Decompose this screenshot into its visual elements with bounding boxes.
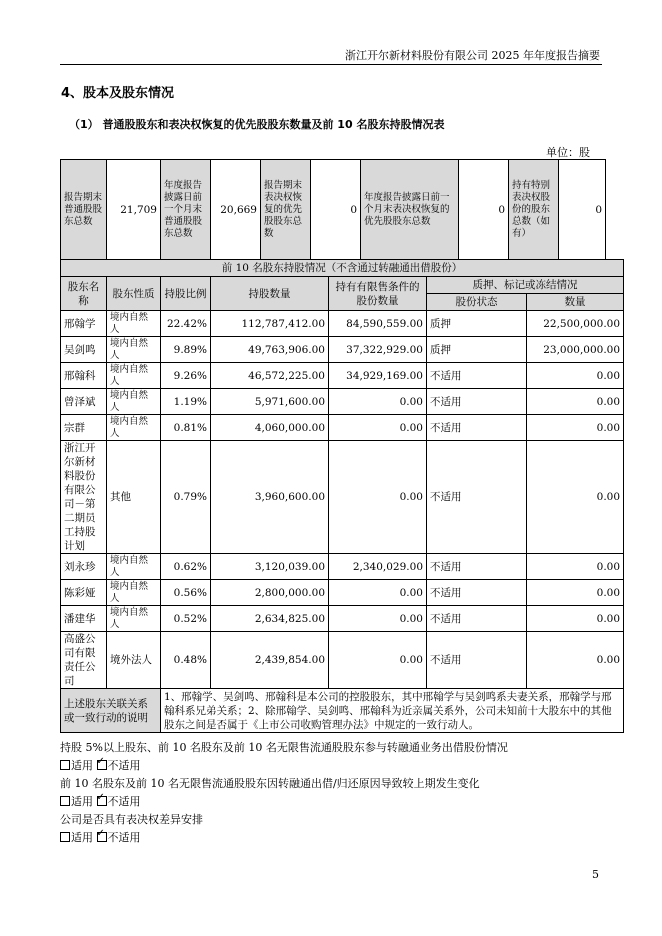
holder-pledge-qty: 0.00 xyxy=(527,363,624,389)
note-text-2: 前 10 名股东及前 10 名无限售流通股股东因转融通出借/归还原因导致较上期发生变化 xyxy=(60,777,480,790)
holder-pledge-qty: 0.00 xyxy=(527,441,624,554)
table-row xyxy=(61,337,624,363)
holder-pledge-status: 质押 xyxy=(427,311,527,337)
holder-shares: 2,439,854.00 xyxy=(211,632,329,689)
holder-pledge-status: 不适用 xyxy=(427,554,527,580)
holder-name: 潘建华 xyxy=(61,606,107,632)
option-label: 适用 xyxy=(71,759,93,772)
note-options-3 xyxy=(60,829,141,845)
relation-text: 1、邢翰学、吴剑鸣、邢翰科是本公司的控股股东，其中邢翰学与吴剑鸣系夫妻关系，邢翰学与邢翰科系兄弟关系；2、除邢翰学、吴剑鸣、邢翰科为近亲属关系外，公司未知前十大股东中的其他股东之间是否属于《上市公司收购管理办法》中规定的一致行动人。 xyxy=(161,689,624,733)
note-options-2 xyxy=(60,793,141,809)
holder-pledge-qty: 0.00 xyxy=(527,415,624,441)
holder-pledge-qty: 0.00 xyxy=(527,389,624,415)
holder-restricted: 0.00 xyxy=(329,632,427,689)
holder-ratio: 0.52% xyxy=(161,606,211,632)
section-subtitle: （1） 普通股股东和表决权恢复的优先股股东数量及前 10 名股东持股情况表 xyxy=(69,118,445,131)
holder-pledge-status: 不适用 xyxy=(427,363,527,389)
holder-ratio: 0.79% xyxy=(161,441,211,554)
prior-month-holders-value: 20,669 xyxy=(211,160,261,261)
col-header-restricted: 持有有限售条件的股份数量 xyxy=(329,277,427,311)
table-row xyxy=(61,632,624,689)
holder-name: 邢翰学 xyxy=(61,311,107,337)
note-text-1: 持股 5%以上股东、前 10 名股东及前 10 名无限售流通股股东参与转融通业务出借股份情况 xyxy=(60,741,508,754)
holder-restricted: 84,590,559.00 xyxy=(329,311,427,337)
option-label: 不适用 xyxy=(107,831,141,844)
holder-ratio: 0.62% xyxy=(161,554,211,580)
prior-month-preferred-value: 0 xyxy=(459,160,509,261)
holder-nature: 境外法人 xyxy=(107,632,161,689)
holder-shares: 3,960,600.00 xyxy=(211,441,329,554)
special-voting-value: 0 xyxy=(559,160,606,261)
section-title: 4、股本及股东情况 xyxy=(61,86,175,101)
shareholder-summary-table xyxy=(60,159,606,261)
holder-ratio: 0.48% xyxy=(161,632,211,689)
holder-restricted: 37,322,929.00 xyxy=(329,337,427,363)
col-header-name: 股东名称 xyxy=(61,277,107,311)
holder-restricted: 0.00 xyxy=(329,441,427,554)
holder-name: 邢翰科 xyxy=(61,363,107,389)
note-text-3: 公司是否具有表决权差异安排 xyxy=(60,813,203,826)
prior-month-preferred-label: 年度报告披露日前一个月末表决权恢复的优先股股东总数 xyxy=(361,160,459,261)
holder-ratio: 9.89% xyxy=(161,337,211,363)
holder-nature: 境内自然人 xyxy=(107,606,161,632)
unit-label: 单位：股 xyxy=(546,146,590,159)
col-header-pledge-qty: 数量 xyxy=(527,294,624,311)
holder-restricted: 0.00 xyxy=(329,415,427,441)
holder-pledge-qty: 0.00 xyxy=(527,554,624,580)
holder-restricted: 34,929,169.00 xyxy=(329,363,427,389)
holder-name: 刘永珍 xyxy=(61,554,107,580)
special-voting-label: 持有特别表决权股份的股东总数（如有） xyxy=(509,160,559,261)
holder-restricted: 2,340,029.00 xyxy=(329,554,427,580)
checkbox-icon[interactable] xyxy=(60,832,70,842)
option-label: 适用 xyxy=(71,831,93,844)
table-row xyxy=(61,389,624,415)
top10-caption: 前 10 名股东持股情况（不含通过转融通出借股份） xyxy=(61,260,624,277)
holder-name: 吴剑鸣 xyxy=(61,337,107,363)
note-options-1 xyxy=(60,757,141,773)
holder-nature: 境内自然人 xyxy=(107,554,161,580)
checked-checkbox-icon[interactable] xyxy=(97,760,107,770)
preferred-holders-label: 报告期末表决权恢复的优先股股东总数 xyxy=(261,160,311,261)
holder-pledge-status: 不适用 xyxy=(427,580,527,606)
holder-name: 高盛公司有限责任公司 xyxy=(61,632,107,689)
holder-shares: 46,572,225.00 xyxy=(211,363,329,389)
checkbox-icon[interactable] xyxy=(60,760,70,770)
col-header-shares: 持股数量 xyxy=(211,277,329,311)
holder-pledge-qty: 0.00 xyxy=(527,632,624,689)
holder-name: 宗群 xyxy=(61,415,107,441)
holder-nature: 境内自然人 xyxy=(107,580,161,606)
checked-checkbox-icon[interactable] xyxy=(97,796,107,806)
holder-shares: 2,800,000.00 xyxy=(211,580,329,606)
top10-shareholders-table xyxy=(60,259,624,733)
holder-pledge-qty: 23,000,000.00 xyxy=(527,337,624,363)
holder-pledge-status: 质押 xyxy=(427,337,527,363)
holder-shares: 3,120,039.00 xyxy=(211,554,329,580)
page-number: 5 xyxy=(592,868,599,881)
holder-nature: 境内自然人 xyxy=(107,337,161,363)
holder-shares: 2,634,825.00 xyxy=(211,606,329,632)
holder-pledge-status: 不适用 xyxy=(427,415,527,441)
holder-pledge-qty: 0.00 xyxy=(527,606,624,632)
prior-month-holders-label: 年度报告披露日前一个月末普通股股东总数 xyxy=(161,160,211,261)
holder-nature: 境内自然人 xyxy=(107,363,161,389)
holder-restricted: 0.00 xyxy=(329,606,427,632)
checked-checkbox-icon[interactable] xyxy=(97,832,107,842)
holder-name: 陈彩娅 xyxy=(61,580,107,606)
table-row xyxy=(61,363,624,389)
holder-name: 浙江开尔新材料股份有限公司－第二期员工持股计划 xyxy=(61,441,107,554)
holder-nature: 其他 xyxy=(107,441,161,554)
holder-pledge-status: 不适用 xyxy=(427,441,527,554)
option-label: 不适用 xyxy=(107,795,141,808)
holder-nature: 境内自然人 xyxy=(107,389,161,415)
option-label: 适用 xyxy=(71,795,93,808)
holder-pledge-status: 不适用 xyxy=(427,632,527,689)
holder-ratio: 9.26% xyxy=(161,363,211,389)
relation-label: 上述股东关联关系或一致行动的说明 xyxy=(61,689,161,733)
holder-ratio: 22.42% xyxy=(161,311,211,337)
holder-restricted: 0.00 xyxy=(329,580,427,606)
table-row xyxy=(61,554,624,580)
holder-pledge-status: 不适用 xyxy=(427,606,527,632)
col-header-ratio: 持股比例 xyxy=(161,277,211,311)
table-row xyxy=(61,311,624,337)
total-holders-value: 21,709 xyxy=(107,160,161,261)
document-header: 浙江开尔新材料股份有限公司 2025 年年度报告摘要 xyxy=(345,49,600,62)
col-header-pledge: 质押、标记或冻结情况 xyxy=(427,277,624,294)
table-row xyxy=(61,580,624,606)
option-label: 不适用 xyxy=(107,759,141,772)
table-row xyxy=(61,441,624,554)
holder-pledge-qty: 0.00 xyxy=(527,580,624,606)
holder-pledge-qty: 22,500,000.00 xyxy=(527,311,624,337)
holder-ratio: 0.56% xyxy=(161,580,211,606)
holder-nature: 境内自然人 xyxy=(107,415,161,441)
holder-shares: 5,971,600.00 xyxy=(211,389,329,415)
holder-shares: 49,763,906.00 xyxy=(211,337,329,363)
table-row xyxy=(61,606,624,632)
holder-nature: 境内自然人 xyxy=(107,311,161,337)
table-row xyxy=(61,415,624,441)
holder-shares: 112,787,412.00 xyxy=(211,311,329,337)
holder-shares: 4,060,000.00 xyxy=(211,415,329,441)
preferred-holders-value: 0 xyxy=(311,160,361,261)
holder-ratio: 0.81% xyxy=(161,415,211,441)
checkbox-icon[interactable] xyxy=(60,796,70,806)
holder-pledge-status: 不适用 xyxy=(427,389,527,415)
header-divider xyxy=(60,64,602,65)
holder-name: 曾泽斌 xyxy=(61,389,107,415)
total-holders-label: 报告期末普通股股东总数 xyxy=(61,160,107,261)
holder-ratio: 1.19% xyxy=(161,389,211,415)
col-header-pledge-status: 股份状态 xyxy=(427,294,527,311)
holder-restricted: 0.00 xyxy=(329,389,427,415)
col-header-nature: 股东性质 xyxy=(107,277,161,311)
